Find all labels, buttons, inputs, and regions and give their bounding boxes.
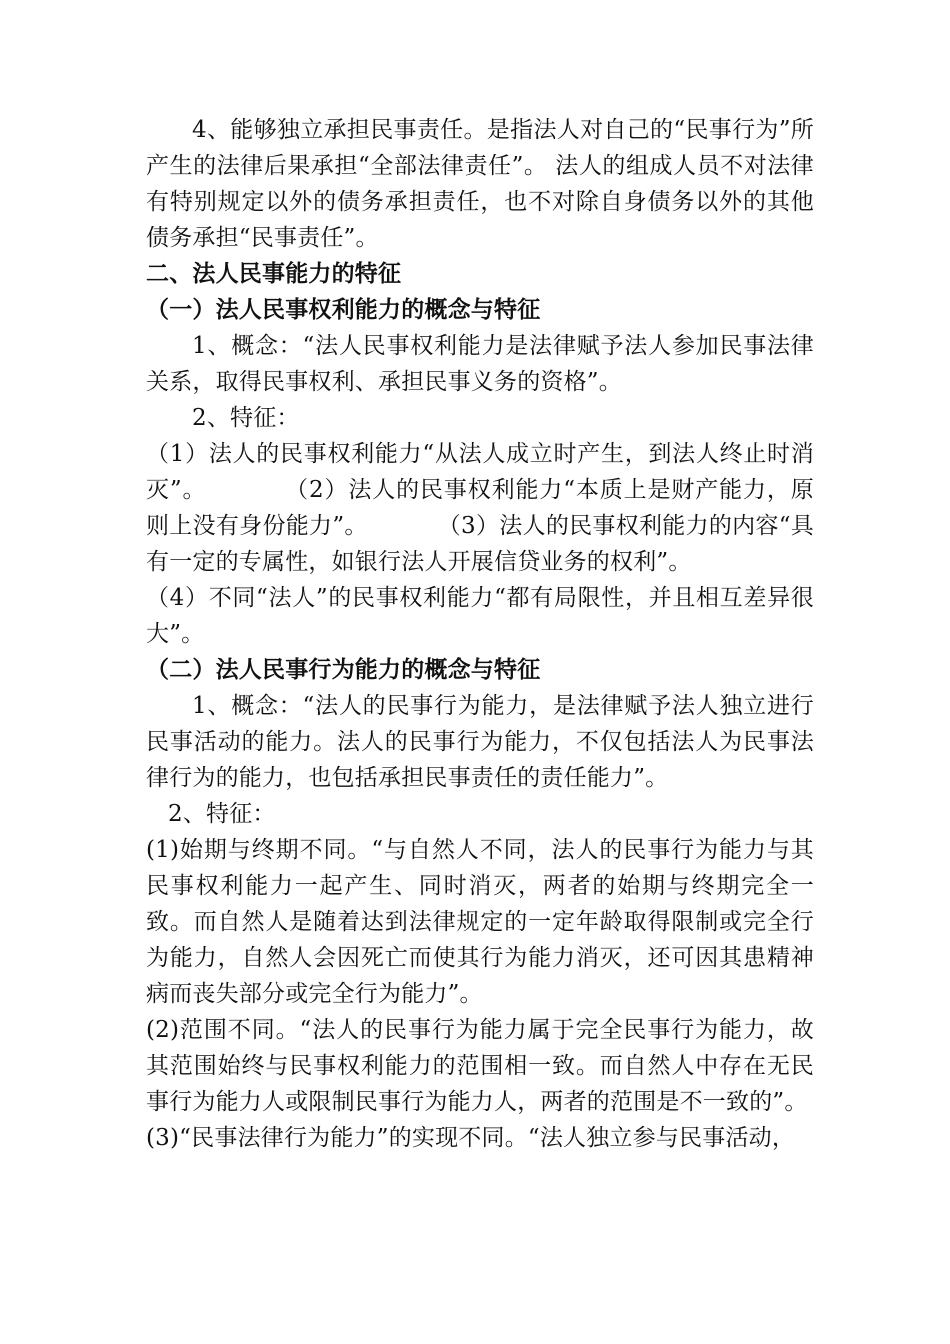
feature-1-3: （3）法人的民事权利能力的内容“具有一定的专属性，如银行法人开展信贷业务的权利”。	[146, 513, 814, 575]
paragraph-rights-capacity-concept: 1、概念：“法人民事权利能力是法律赋予法人参加民事法律关系，取得民事权利、承担民事义务的资格”。	[146, 333, 814, 395]
feature-2-3: (3)“民事法律行为能力”的实现不同。“法人独立参与民事活动，	[146, 1125, 796, 1151]
section-heading-2: 二、法人民事能力的特征	[146, 260, 402, 287]
paragraph-action-capacity-features-label: 2、特征：	[168, 801, 276, 827]
feature-2-1: (1)始期与终期不同。“与自然人不同，法人的民事行为能力与其民事权利能力一起产生、同时消灭，两者的始期与终期完全一致。而自然人是随着达到法律规定的一定年龄取得限制或完全行为能力，自然人会因死亡而使其行为能力消灭，还可因其患精神病而丧失部分或完全行为能力”。	[146, 837, 814, 1007]
paragraph-independent-liability: 4、能够独立承担民事责任。是指法人对自己的“民事行为”所产生的法律后果承担“全部法律责任”。 法人的组成人员不对法律有特别规定以外的债务承担责任，也不对除自身债务以外的其他债务承担“民事责任”。	[146, 117, 814, 251]
feature-1-1: （1）法人的民事权利能力“从法人成立时产生，到法人终止时消灭”。	[146, 441, 814, 503]
paragraph-rights-capacity-features	[146, 436, 814, 580]
paragraph-rights-capacity-features-label: 2、特征：	[192, 405, 300, 431]
document-page	[146, 112, 814, 1156]
paragraph-action-capacity-concept: 1、概念：“法人的民事行为能力，是法律赋予法人独立进行民事活动的能力。法人的民事行为能力，不仅包括法人为民事法律行为的能力，也包括承担民事责任的责任能力”。	[146, 693, 814, 791]
subsection-heading-2: （二）法人民事行为能力的概念与特征	[146, 656, 541, 683]
feature-1-4: （4）不同“法人”的民事权利能力“都有局限性，并且相互差异很大”。	[146, 585, 814, 647]
feature-2-2: (2)范围不同。“法人的民事行为能力属于完全民事行为能力，故其范围始终与民事权利能力的范围相一致。而自然人中存在无民事行为能力人或限制民事行为能力人，两者的范围是不一致的”。	[146, 1017, 814, 1115]
subsection-heading-1: （一）法人民事权利能力的概念与特征	[146, 296, 541, 323]
feature-1-2: （2）法人的民事权利能力“本质上是财产能力，原则上没有身份能力”。	[146, 477, 815, 539]
